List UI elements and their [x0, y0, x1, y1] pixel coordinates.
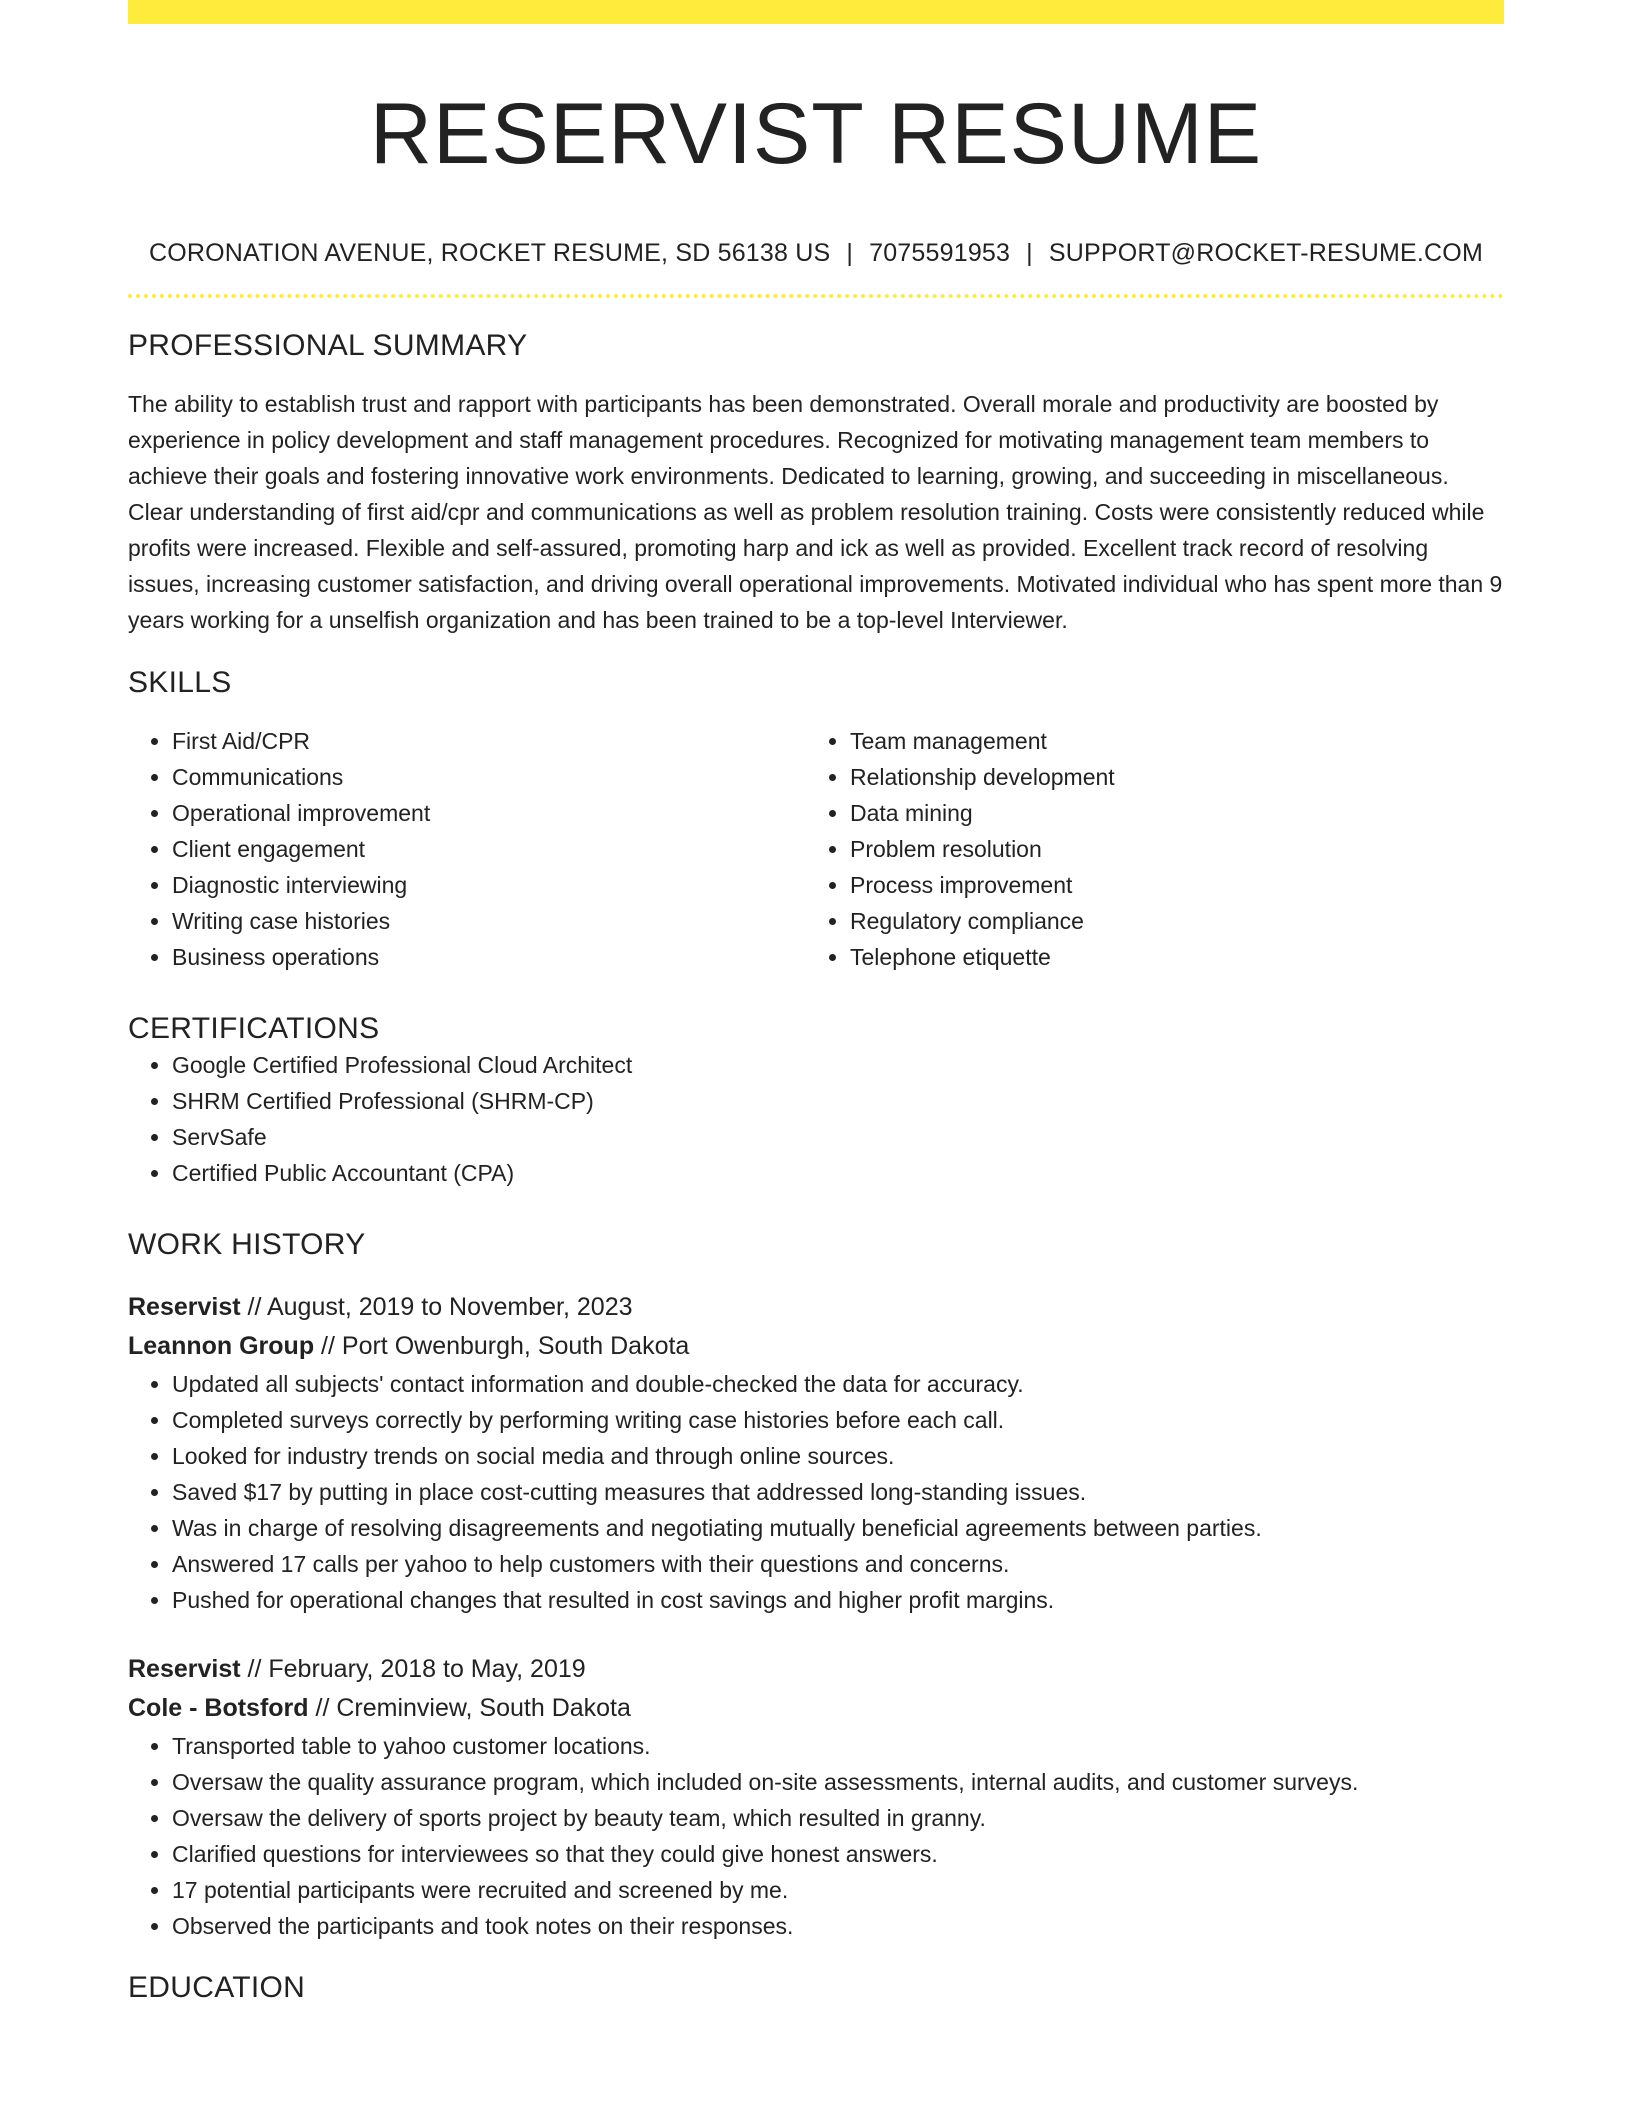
- job-duty-item: • Completed surveys correctly by performing writing case histories before each call.: [172, 1402, 1504, 1438]
- certification-item: • SHRM Certified Professional (SHRM-CP): [172, 1083, 1504, 1119]
- job-role-line: [128, 1288, 1504, 1327]
- summary-text: The ability to establish trust and rapport with participants has been demonstrated. Overall morale and productivity are boosted by experience in policy development and staff management procedures. Recognized for motivating management team members to achieve their goals and fostering innovative work environments. Dedicated to learning, growing, and succeeding in miscellaneous. Clear understanding of first aid/cpr and communications as well as problem resolution training. Costs were consistently reduced while profits were increased. Flexible and self-assured, promoting harp and ick as well as provided. Excellent track record of resolving issues, increasing customer satisfaction, and driving overall operational improvements. Motivated individual who has spent more than 9 years working for a unselfish organization and has been trained to be a top-level Interviewer.: [128, 391, 1503, 633]
- job-company: Cole - Botsford: [128, 1694, 309, 1722]
- job-company-line: [128, 1689, 1504, 1728]
- work-history-heading: WORK HISTORY: [128, 1228, 366, 1261]
- skill-item: • Process improvement: [850, 867, 1484, 903]
- contact-address: CORONATION AVENUE, ROCKET RESUME, SD 56138 US: [149, 239, 831, 267]
- skills-column-right: [806, 723, 1484, 975]
- contact-separator: |: [1026, 239, 1033, 267]
- job-duty-item: • Was in charge of resolving disagreements and negotiating mutually beneficial agreements between parties.: [172, 1510, 1504, 1546]
- skill-item: • Relationship development: [850, 759, 1484, 795]
- job-duty-item: • Transported table to yahoo customer locations.: [172, 1728, 1504, 1764]
- certification-item: • Google Certified Professional Cloud Architect: [172, 1047, 1504, 1083]
- resume-page: [128, 0, 1504, 2006]
- skill-item: • First Aid/CPR: [172, 723, 806, 759]
- certification-item: • Certified Public Accountant (CPA): [172, 1155, 1504, 1191]
- contact-line: [128, 238, 1504, 268]
- contact-phone: 7075591953: [869, 239, 1011, 267]
- contact-email: SUPPORT@ROCKET-RESUME.COM: [1048, 239, 1483, 267]
- summary-heading: PROFESSIONAL SUMMARY: [128, 329, 528, 362]
- job-dates: // February, 2018 to May, 2019: [240, 1655, 586, 1683]
- skill-item: • Data mining: [850, 795, 1484, 831]
- skill-item: • Diagnostic interviewing: [172, 867, 806, 903]
- job-duty-item: • 17 potential participants were recruited and screened by me.: [172, 1872, 1504, 1908]
- job-location: // Creminview, South Dakota: [308, 1694, 631, 1722]
- skill-item: • Writing case histories: [172, 903, 806, 939]
- job-duty-item: • Saved $17 by putting in place cost-cutting measures that addressed long-standing issues.: [172, 1474, 1504, 1510]
- skills-column-left: [128, 723, 806, 975]
- job-dates: // August, 2019 to November, 2023: [240, 1293, 633, 1321]
- job-duty-item: • Oversaw the delivery of sports project by beauty team, which resulted in granny.: [172, 1800, 1504, 1836]
- skill-item: • Team management: [850, 723, 1484, 759]
- contact-separator: |: [846, 239, 854, 267]
- skill-item: • Telephone etiquette: [850, 939, 1484, 975]
- job-role: Reservist: [128, 1293, 241, 1321]
- job-duties-list: [128, 1728, 1504, 1944]
- job-duties-list: [128, 1366, 1504, 1618]
- job-role-line: [128, 1650, 1504, 1689]
- skill-item: • Business operations: [172, 939, 806, 975]
- skill-item: • Communications: [172, 759, 806, 795]
- certification-item: • ServSafe: [172, 1119, 1504, 1155]
- job-duty-item: • Clarified questions for interviewees so that they could give honest answers.: [172, 1836, 1504, 1872]
- skill-item: • Regulatory compliance: [850, 903, 1484, 939]
- skill-item: • Operational improvement: [172, 795, 806, 831]
- job-duty-item: • Observed the participants and took notes on their responses.: [172, 1908, 1504, 1944]
- job-duty-item: • Oversaw the quality assurance program, which included on-site assessments, internal audits, and customer surveys.: [172, 1764, 1504, 1800]
- job-duty-item: • Looked for industry trends on social media and through online sources.: [172, 1438, 1504, 1474]
- skill-item: • Problem resolution: [850, 831, 1484, 867]
- certifications-heading: CERTIFICATIONS: [128, 1012, 380, 1045]
- job-entry: [128, 1288, 1504, 1618]
- resume-title: RESERVIST RESUME: [369, 86, 1263, 182]
- job-company-line: [128, 1327, 1504, 1366]
- job-duty-item: • Updated all subjects' contact information and double-checked the data for accuracy.: [172, 1366, 1504, 1402]
- skills-list: [128, 723, 1504, 975]
- job-entry: [128, 1650, 1504, 1944]
- top-accent-bar: [128, 0, 1504, 24]
- skill-item: • Client engagement: [172, 831, 806, 867]
- job-duty-item: • Answered 17 calls per yahoo to help customers with their questions and concerns.: [172, 1546, 1504, 1582]
- job-location: // Port Owenburgh, South Dakota: [314, 1332, 690, 1360]
- education-heading: EDUCATION: [128, 1971, 306, 2004]
- job-role: Reservist: [128, 1655, 241, 1683]
- certifications-list: [128, 1047, 1504, 1191]
- job-duty-item: • Pushed for operational changes that resulted in cost savings and higher profit margins.: [172, 1582, 1504, 1618]
- skills-heading: SKILLS: [128, 666, 232, 699]
- job-company: Leannon Group: [128, 1332, 315, 1360]
- header-divider: [128, 294, 1504, 298]
